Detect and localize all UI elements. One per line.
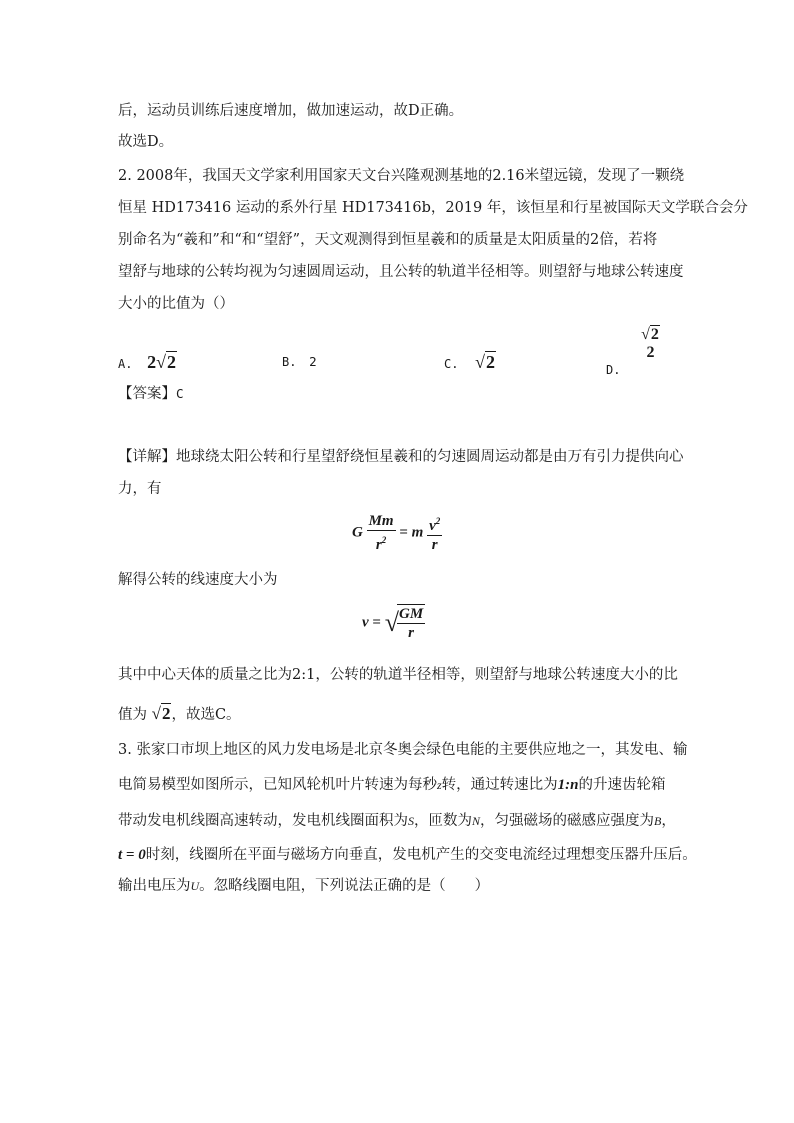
text-line: 电简易模型如图所示，已知风轮机叶片转速为每秒z转，通过转速比为1:n的升速齿轮箱 (118, 777, 666, 793)
answer: 【答案】C (118, 386, 184, 402)
text-line: 恒星 HD173416 运动的系外行星 HD173416b，2019 年，该恒星和行星被国际天文学联合会分 (118, 200, 748, 216)
question-3-stem: 3. 张家口市坝上地区的风力发电场是北京冬奥会绿色电能的主要供应地之一，其发电、输 (118, 742, 688, 758)
text-line: 望舒与地球的公转均视为匀速圆周运动，且公转的轨道半径相等。则望舒与地球公转速度 (118, 264, 684, 280)
text-line: 解得公转的线速度大小为 (118, 572, 278, 588)
velocity-formula: v = √ $\frac{GM}{r}$ (362, 606, 424, 641)
text-line: 力，有 (118, 481, 162, 497)
text-line: 故选D。 (118, 134, 174, 150)
text-line: 其中中心天体的质量之比为2:1，公转的轨道半径相等，则望舒与地球公转速度大小的比 (118, 667, 678, 683)
option-b: B. 2 (282, 354, 317, 369)
text-line: t = 0时刻，线圈所在平面与磁场方向垂直，发电机产生的交变电流经过理想变压器升压后。 (118, 847, 697, 863)
text-line: 别命名为“羲和”和“和“望舒”，天文观测得到恒星羲和的质量是太阳质量的2倍，若将 (118, 232, 658, 248)
gravitation-formula: G $\frac{Mm}{r^2}$ = m $\frac{v^2}{r}$ (352, 513, 441, 553)
text-line: 输出电压为U。忽略线圈电阻，下列说法正确的是（ ） (118, 878, 490, 894)
text-line: 值为 √2，故选C。 (118, 704, 241, 723)
text-line: 后，运动员训练后速度增加，做加速运动，故D正确。 (118, 103, 464, 119)
option-d: $_{D.}$ √2 2 (606, 326, 659, 377)
text-line: 大小的比值为（） (118, 296, 234, 312)
question-2-stem: 2. 2008年，我国天文学家利用国家天文台兴隆观测基地的2.16米望远镜，发现了一颗绕 (118, 168, 685, 184)
detail-line: 【详解】地球绕太阳公转和行星望舒绕恒星羲和的匀速圆周运动都是由万有引力提供向心 (118, 449, 684, 465)
text-line: 带动发电机线圈高速转动，发电机线圈面积为S，匝数为N，匀强磁场的磁感应强度为B， (118, 813, 676, 829)
option-c: C. √2 (444, 352, 495, 372)
option-a: A. 2√2 (118, 352, 176, 372)
